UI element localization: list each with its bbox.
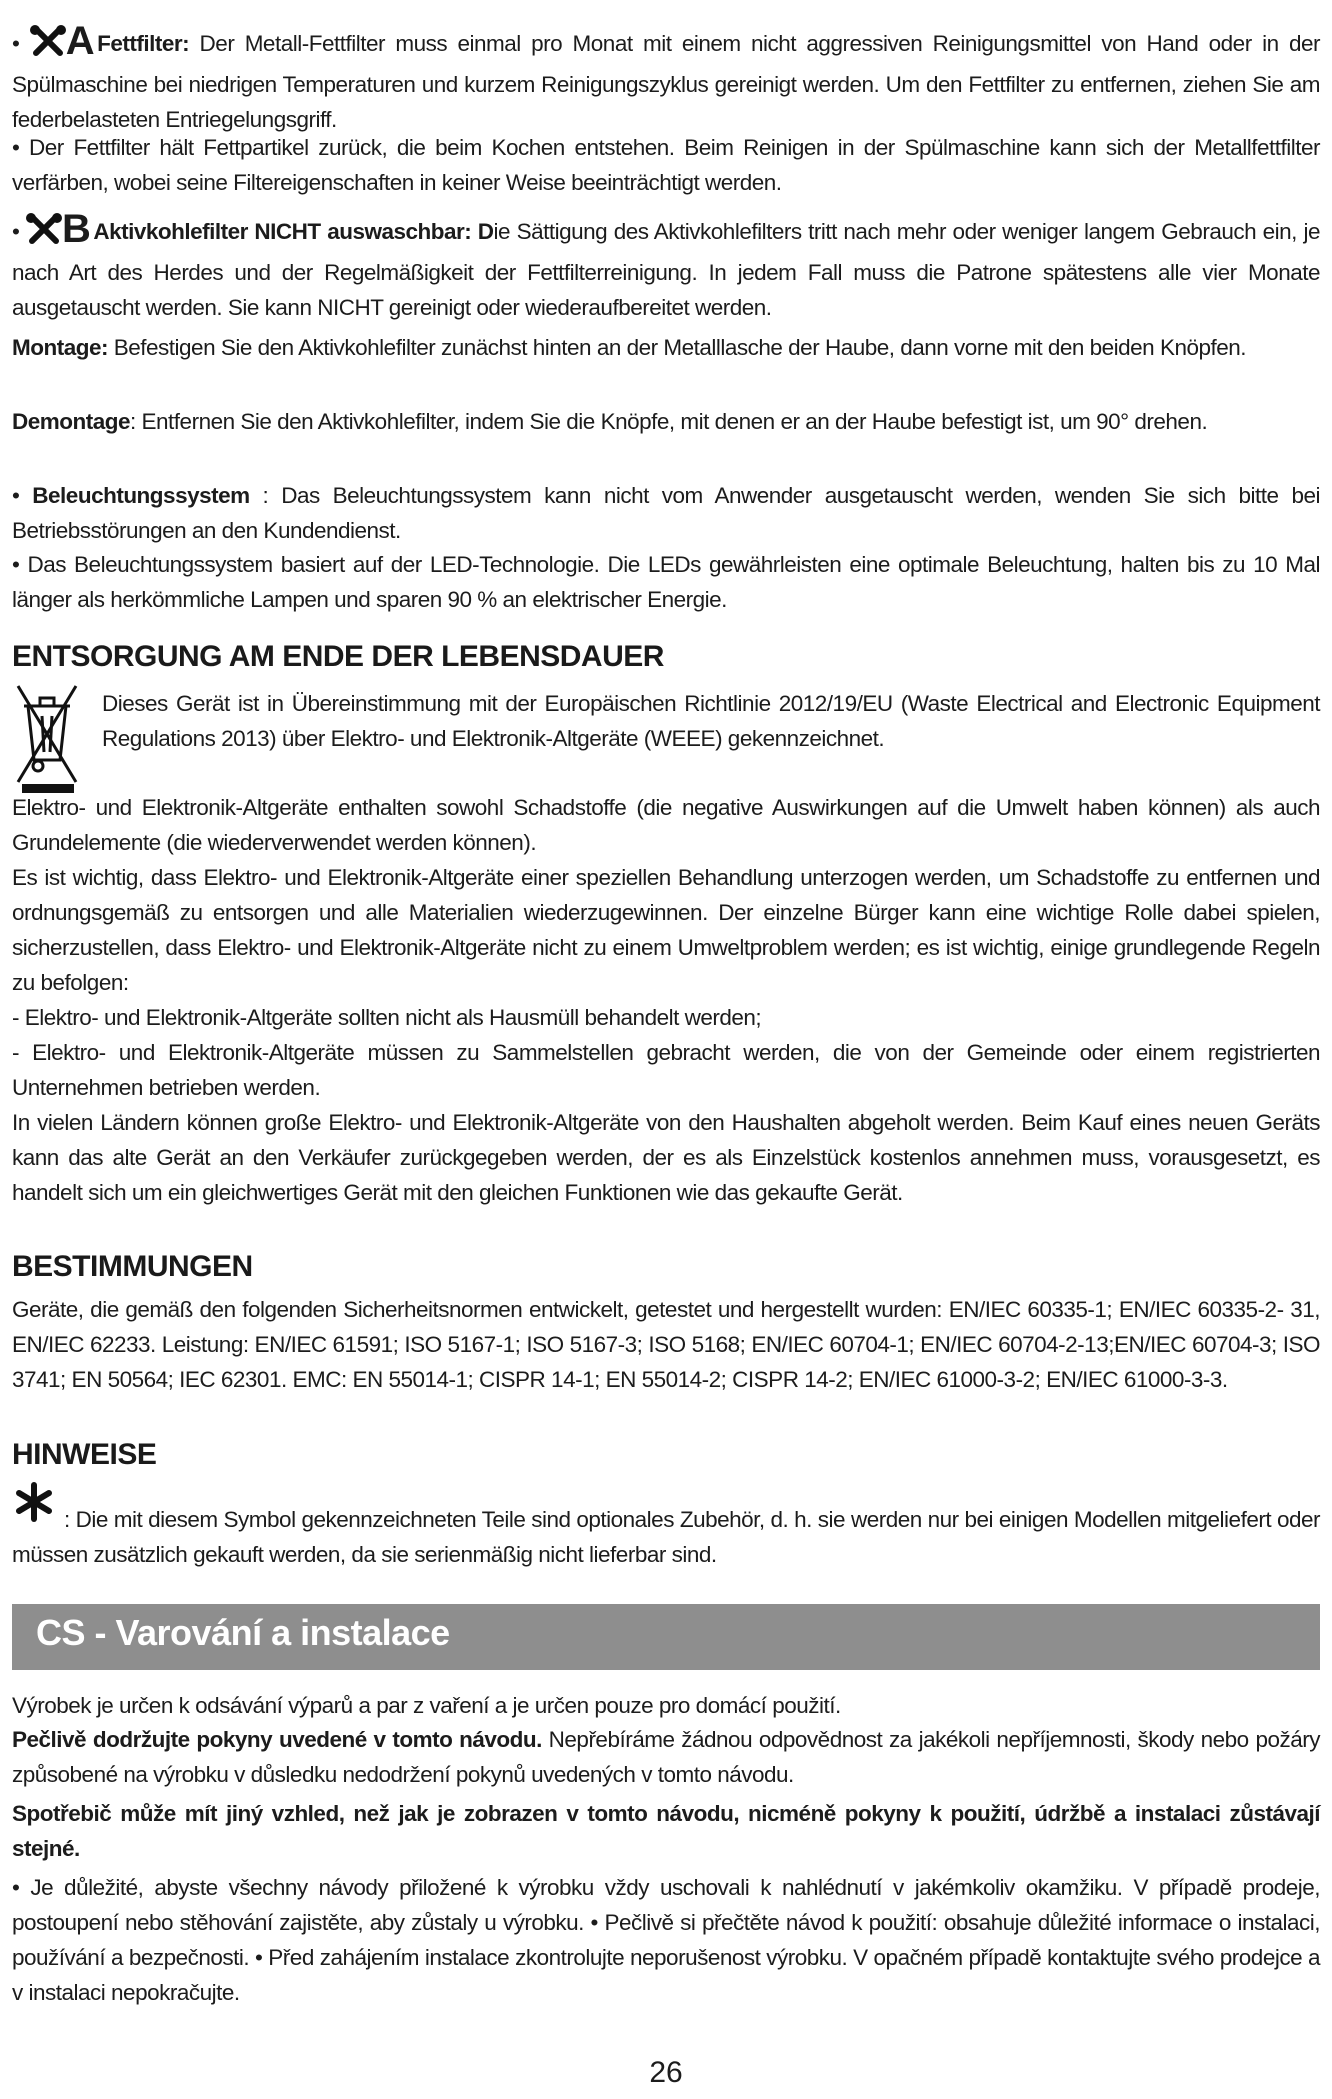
entsorgung-list-item-1: - Elektro- und Elektronik-Altgeräte sollten nicht als Hausmüll behandelt werden;: [12, 1005, 762, 1030]
cs-p2-text: Nepřebíráme žádnou odpovědnost za jakékoli nepříjemnosti, škody nebo požáry způsobené na výrobku v důsledku nedodržení pokynů uvedených v tomto návodu.: [12, 1727, 1320, 1787]
fettfilter-note: • Der Fettfilter hält Fettpartikel zurück, die beim Kochen entstehen. Beim Reinigen in der Spülmaschine kann sich der Metallfettfilter verfärben, wobei seine Filtereigenschaften in keiner Weise beeinträchtigt werden.: [12, 135, 1320, 195]
demontage-term: Demontage: [12, 409, 131, 434]
led-paragraph: • Das Beleuchtungssystem basiert auf der LED-Technologie. Die LEDs gewährleisten eine optimale Beleuchtung, halten bis zu 10 Mal länger als herkömmliche Lampen und sparen 90 % an elektrischer Energie.: [12, 552, 1320, 612]
fettfilter-paragraph: [12, 19, 1320, 137]
beleuchtung-term: Beleuchtungssystem: [32, 483, 250, 508]
weee-paragraph: Dieses Gerät ist in Übereinstimmung mit der Europäischen Richtlinie 2012/19/EU (Waste Electrical and Electronic Equipment Regulations 2013) über Elektro- und Elektronik-Altgeräte (WEEE) gekennzeichnet.: [102, 691, 1320, 751]
aktivkohlefilter-text: ie Sättigung des Aktivkohlefilters tritt nach mehr oder weniger langem Gebrauch ein, je nach Art des Herdes und der Regelmäßigkeit der Fettfilterreinigung. In jedem Fall muss die Patrone spätestens alle vier Monate ausgetauscht werden. Sie kann NICHT gereinigt oder wiederaufbereitet werden.: [12, 219, 1320, 320]
entsorgung-heading: ENTSORGUNG AM ENDE DER LEBENSDAUER: [12, 640, 664, 673]
fettfilter-term: Fettfilter:: [97, 31, 190, 56]
hinweise-paragraph: : Die mit diesem Symbol gekennzeichneten Teile sind optionales Zubehör, d. h. sie werden nur bei einigen Modellen mitgeliefert oder müssen zusätzlich gekauft werden, da sie serienmäßig nicht lieferbar sind.: [12, 1507, 1320, 1567]
tools-icon: [26, 213, 62, 255]
bestimmungen-paragraph: Geräte, die gemäß den folgenden Sicherheitsnormen entwickelt, getestet und hergestellt wurden: EN/IEC 60335-1; EN/IEC 60335-2- 31, EN/IEC 62233. Leistung: EN/IEC 61591; ISO 5167-1; ISO 5167-3; ISO 5168; EN/IEC 60704-1; EN/IEC 60704-2-13;EN/IEC 60704-3; ISO 3741; EN 50564; IEC 62301. EMC: EN 55014-1; CISPR 14-1; EN 55014-2; CISPR 14-2; EN/IEC 61000-3-2; EN/IEC 61000-3-3.: [12, 1297, 1320, 1392]
bullet: •: [12, 31, 20, 56]
cs-paragraph-3: Spotřebič může mít jiný vzhled, než jak je zobrazen v tomto návodu, nicméně pokyny k použití, údržbě a instalaci zůstávají stejné.: [12, 1801, 1320, 1861]
montage-term: Montage:: [12, 335, 108, 360]
component-code-a: A: [65, 19, 95, 63]
fettfilter-text: Der Metall-Fettfilter muss einmal pro Monat mit einem nicht aggressiven Reinigungsmittel von Hand oder in der Spülmaschine bei niedrigen Temperaturen und kurzem Reinigungszyklus gereinigt werden. Um den Fettfilter zu entfernen, ziehen Sie am federbelasteten Entriegelungsgriff.: [12, 31, 1320, 132]
cs-paragraph-4: • Je důležité, abyste všechny návody přiložené k výrobku vždy uschovali k nahlédnutí v jakémkoliv okamžiku. V případě prodeje, postoupení nebo stěhování zajistěte, aby zůstaly u výrobku. • Pečlivě si přečtěte návod k použití: obsahuje důležité informace o instalaci, používání a bezpečnosti. • Před zahájením instalace zkontrolujte neporušenost výrobku. V opačném případě kontaktujte svého prodejce a v instalaci nepokračujte.: [12, 1875, 1320, 2005]
cs-section-banner: [12, 1604, 1320, 1670]
demontage-text: : Entfernen Sie den Aktivkohlefilter, indem Sie die Knöpfe, mit denen er an der Haube befestigt ist, um 90° drehen.: [130, 409, 1208, 434]
cs-banner-title: CS - Varování a instalace: [36, 1612, 450, 1653]
cs-paragraph-2: [12, 1722, 1320, 1792]
hinweise-heading: HINWEISE: [12, 1438, 157, 1471]
bullet: •: [12, 483, 33, 508]
demontage-paragraph: [12, 404, 1320, 439]
component-code-b: B: [61, 207, 91, 251]
montage-paragraph: [12, 330, 1320, 365]
entsorgung-paragraph-1: Elektro- und Elektronik-Altgeräte enthalten sowohl Schadstoffe (die negative Auswirkungen auf die Umwelt haben können) als auch Grundelemente (die wiederverwendet werden können).: [12, 795, 1320, 855]
entsorgung-paragraph-2: Es ist wichtig, dass Elektro- und Elektronik-Altgeräte einer speziellen Behandlung unterzogen werden, um Schadstoffe zu entfernen und ordnungsgemäß zu entsorgen und alle Materialien wiederzugewinnen. Der einzelne Bürger kann eine wichtige Rolle dabei spielen, sicherzustellen, dass Elektro- und Elektronik-Altgeräte nicht zu einem Umweltproblem werden; es ist wichtig, einige grundlegende Regeln zu befolgen:: [12, 865, 1320, 995]
entsorgung-list-item-2: - Elektro- und Elektronik-Altgeräte müssen zu Sammelstellen gebracht werden, die von der Gemeinde oder einem registrierten Unternehmen betrieben werden.: [12, 1040, 1320, 1100]
bestimmungen-heading: BESTIMMUNGEN: [12, 1250, 253, 1283]
beleuchtung-paragraph: [12, 478, 1320, 548]
weee-bin-icon: [14, 682, 82, 799]
entsorgung-paragraph-3: In vielen Ländern können große Elektro- und Elektronik-Altgeräte von den Haushalten abgeholt werden. Beim Kauf eines neuen Geräts kann das alte Gerät an den Verkäufer zurückgegeben werden, der es als Einzelstück kostenlos annehmen muss, vorausgesetzt, es handelt sich um ein gleichwertiges Gerät mit den gleichen Funktionen wie das gekaufte Gerät.: [12, 1110, 1320, 1205]
beleuchtung-text: : Das Beleuchtungssystem kann nicht vom Anwender ausgetauscht werden, wenden Sie sich bitte bei Betriebsstörungen an den Kundendienst.: [12, 483, 1320, 543]
tools-icon: [30, 25, 66, 67]
page-number: 26: [649, 2056, 683, 2089]
cs-p2-bold: Pečlivě dodržujte pokyny uvedené v tomto návodu.: [12, 1727, 542, 1752]
montage-text: Befestigen Sie den Aktivkohlefilter zunächst hinten an der Metalllasche der Haube, dann vorne mit den beiden Knöpfen.: [108, 335, 1247, 360]
cs-paragraph-1: Výrobek je určen k odsávání výparů a par z vaření a je určen pouze pro domácí použití.: [12, 1693, 841, 1718]
aktivkohlefilter-paragraph: [12, 207, 1320, 325]
bullet: •: [12, 219, 20, 244]
aktivkohlefilter-term: Aktivkohlefilter NICHT auswaschbar: D: [93, 219, 494, 244]
